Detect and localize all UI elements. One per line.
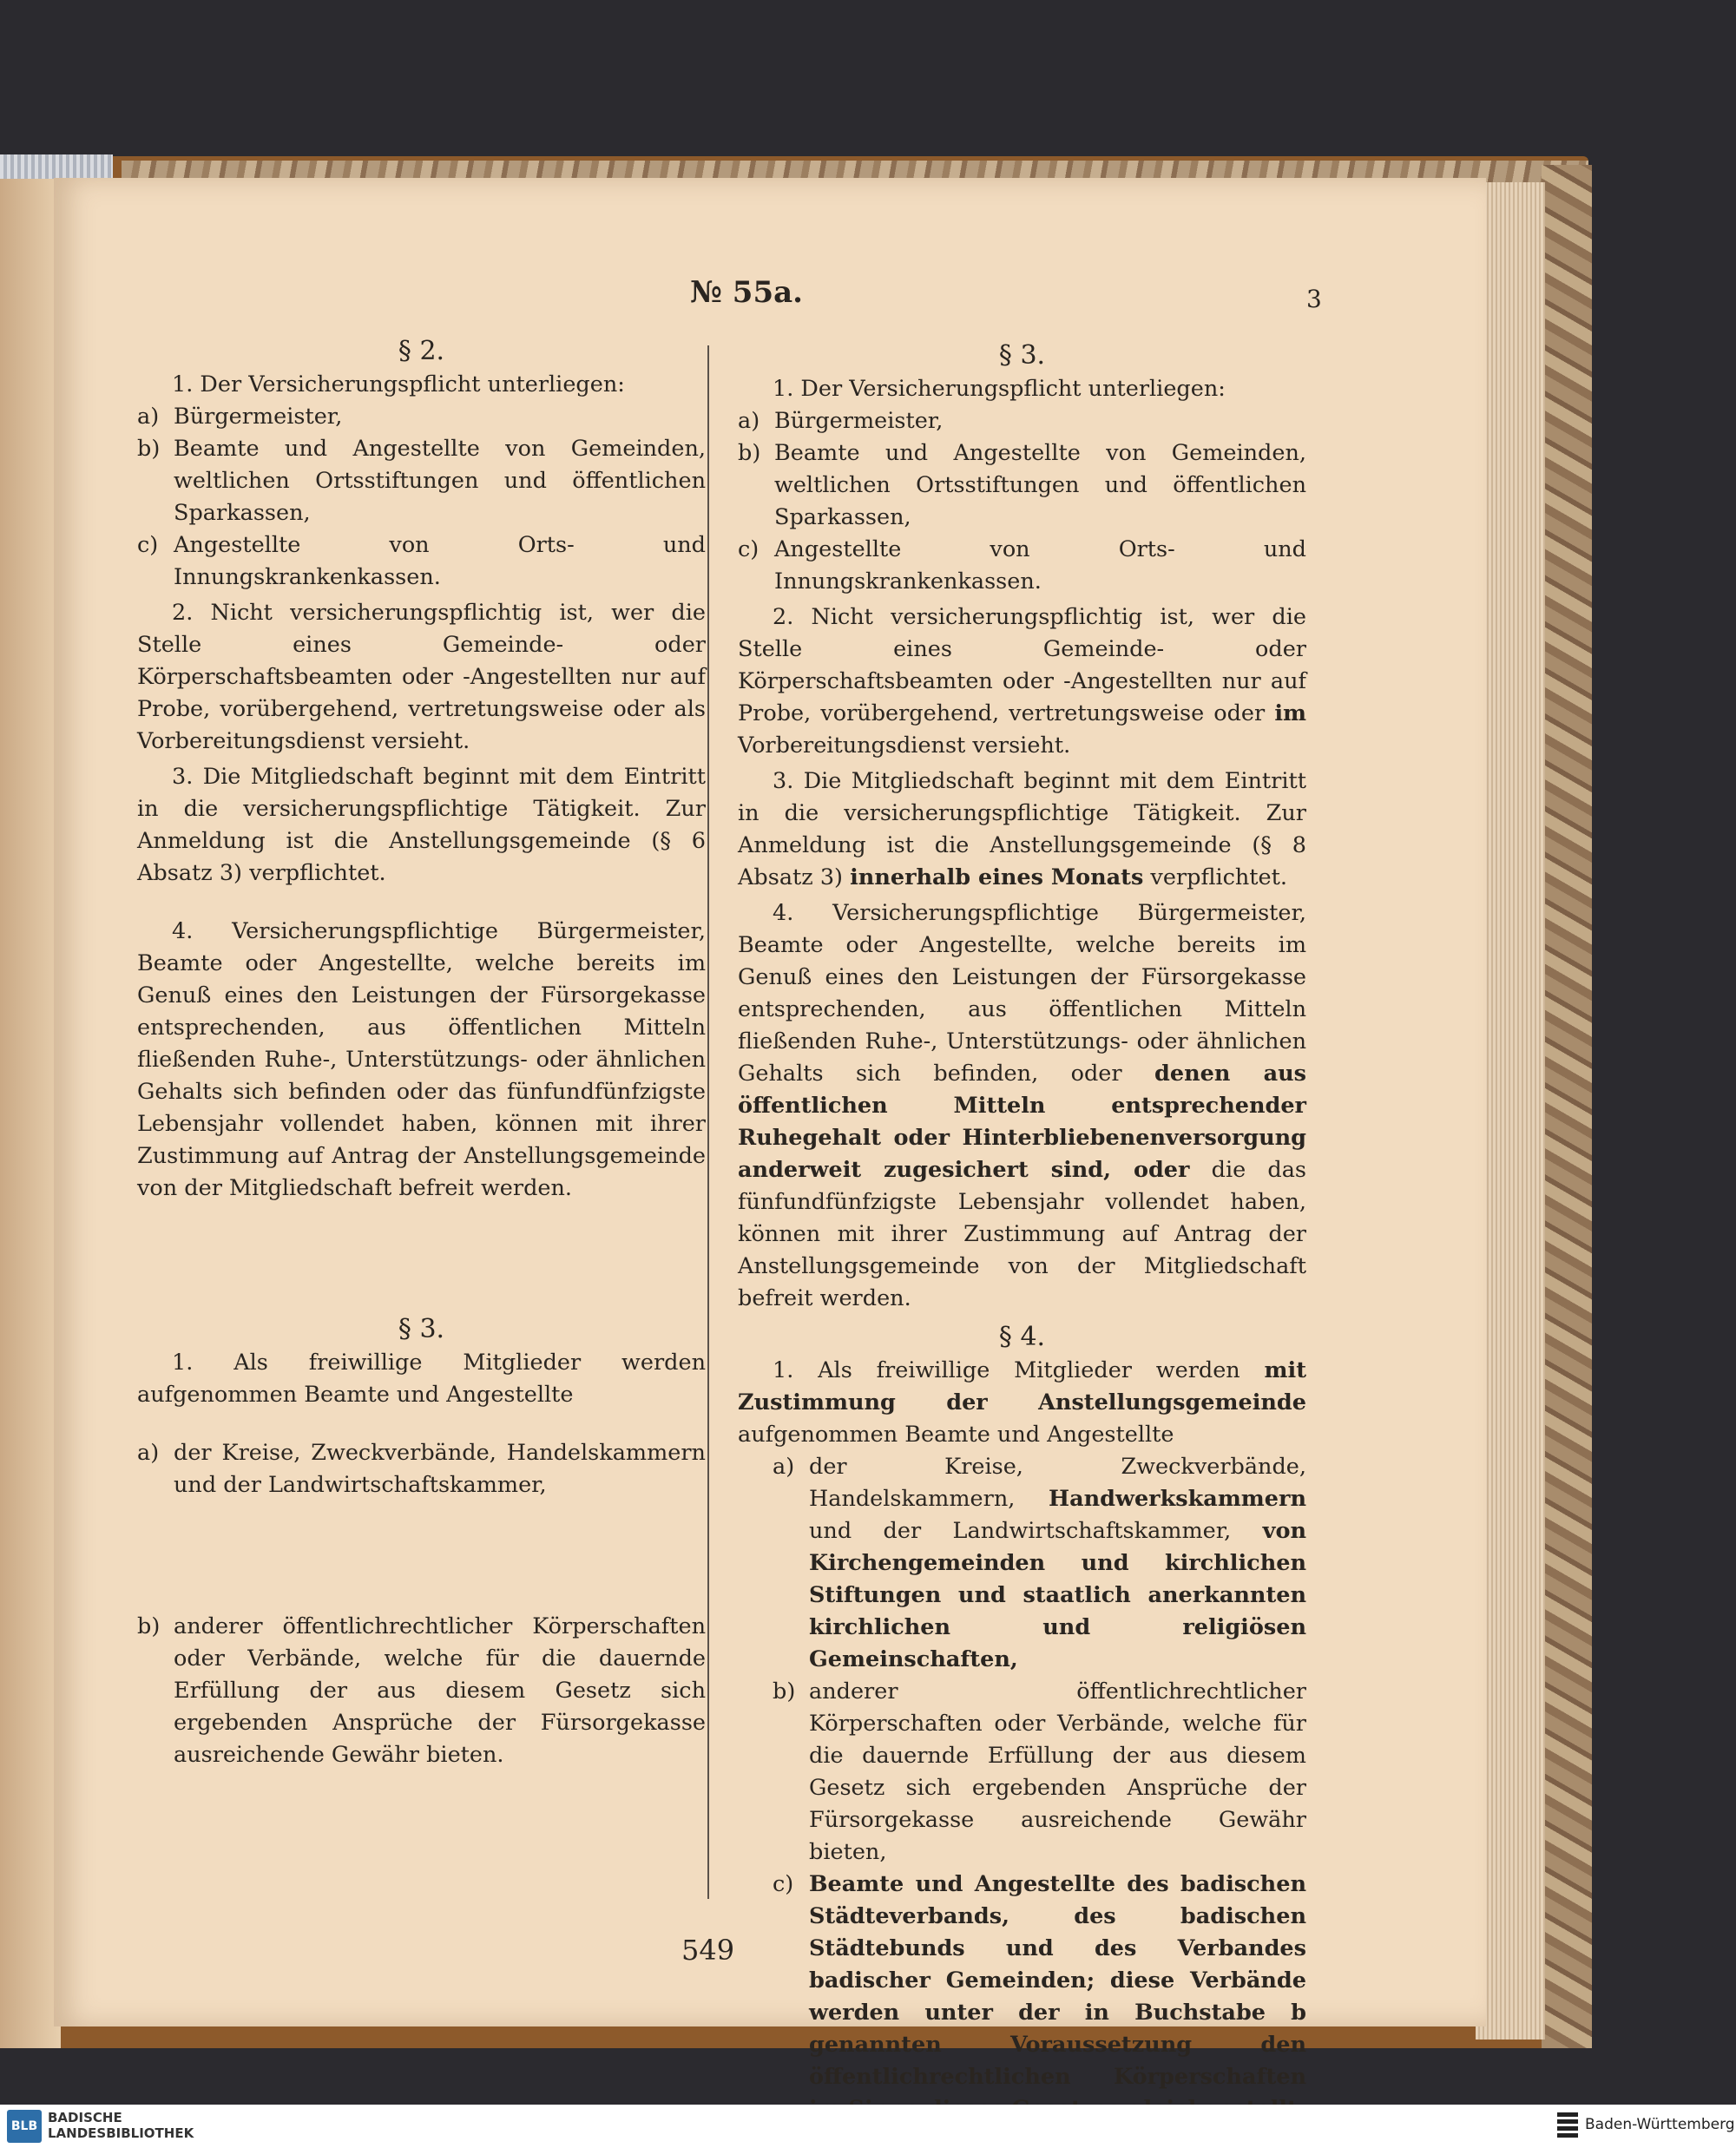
text-run: 4. Versicherungspflichtige Bürgermeister, Beamte oder Angestellte, welche bereits im Genuß eines den Leistungen der Fürsorgekasse entsprechenden, aus öffentlichen Mitteln fließenden Ruhe-, Unterstützungs- oder ähnlichen Gehalts sich befinden, oder: [738, 900, 1306, 1087]
amended-text: mit Zustimmung der Anstellungsgemeinde: [738, 1357, 1306, 1416]
section-title: § 3.: [998, 340, 1046, 371]
text-run: 2. Nicht versicherungspflichtig ist, wer die Stelle eines Gemeinde- oder Körperschaftsbeamten oder -Angestellten nur auf Probe, vorübergehend, vertretungsweise oder: [738, 604, 1306, 726]
text-run: und der Landwirtschaftskammer,: [809, 1518, 1263, 1544]
item-text: Beamte und Angestellte von Gemeinden, weltlichen Ortsstiftungen und öffentlichen Sparkassen,: [774, 440, 1306, 530]
paragraph: 2. Nicht versicherungspflichtig ist, wer die Stelle eines Gemeinde- oder Körperschaftsbeamten oder -Angestellten nur auf Probe, vorübergehend, vertretungsweise oder als Vorbereitungsdienst versieht.: [137, 600, 706, 754]
item-text: Beamte und Angestellte von Gemeinden, weltlichen Ortsstiftungen und öffentlichen Sparkassen,: [174, 436, 706, 526]
item-label: a): [137, 1440, 160, 1466]
page-stack-edge: [1476, 182, 1545, 2040]
item-label: b): [137, 436, 161, 462]
item-text: der Kreise, Zweckverbände, Handelskammern und der Landwirtschaftskammer,: [174, 1440, 706, 1498]
library-name: [48, 2110, 194, 2141]
library-name-line2: LANDESBIBLIOTHEK: [48, 2125, 194, 2141]
blb-logo[interactable]: BLB: [7, 2110, 42, 2143]
item-label: b): [137, 1613, 161, 1639]
page-number-bottom: 549: [681, 1934, 735, 1967]
list-item: [137, 529, 706, 594]
left-column: [137, 334, 706, 1771]
page-header-title: № 55a.: [690, 275, 803, 310]
paragraph: [738, 765, 1306, 894]
paragraph: [738, 1355, 1306, 1451]
item-label: a): [738, 408, 760, 434]
amended-text: im: [1274, 700, 1306, 726]
text-run: Vorbereitungsdienst versieht.: [738, 732, 1071, 759]
list-item: [137, 1611, 706, 1771]
section-title: § 4.: [998, 1322, 1046, 1352]
list-item: [137, 401, 706, 433]
paragraph: 4. Versicherungspflichtige Bürgermeister, Beamte oder Angestellte, welche bereits im Genuß eines den Leistungen der Fürsorgekasse entsprechenden, aus öffentlichen Mitteln fließenden Ruhe-, Unterstützungs- oder ähnlichen Gehalts sich befinden oder das fünfundfünfzigste Lebensjahr vollendet haben, können mit ihrer Zustimmung auf Antrag der Anstellungsgemeinde von der Mitgliedschaft befreit werden.: [137, 918, 706, 1201]
item-label: b): [773, 1678, 796, 1705]
item-label: c): [738, 536, 760, 562]
paragraph: 3. Die Mitgliedschaft beginnt mit dem Eintritt in die versicherungspflichtige Tätigkeit. Zur Anmeldung ist die Anstellungsgemeinde (§ 6 Absatz 3) verpflichtet.: [137, 764, 706, 886]
spine-cloth: [0, 154, 113, 179]
item-text: Beamte und Angestellte des badischen Städteverbands, des badischen Städtebunds und des Verbandes badischer Gemeinden; diese Verbände werden unter der in Buchstabe b genannten Voraussetzung den öffentlichrechtlichen Körperschaften: [809, 1871, 1306, 2090]
right-column: [738, 338, 1306, 2125]
spine-edge: [0, 174, 61, 2048]
item-label: a): [137, 404, 160, 430]
state-logo-text[interactable]: Baden-Württemberg: [1585, 2116, 1735, 2133]
amended-text: Handwerkskammern: [1049, 1486, 1306, 1512]
item-text: anderer öffentlichrechtlicher Körperschaften oder Verbände, welche für die dauernde Erfüllung der aus diesem Gesetz sich ergebenden Ansprüche der Fürsorgekasse ausreichende Gewähr bieten,: [809, 1678, 1306, 1865]
text-run: verpflichtet.: [1143, 864, 1288, 890]
library-name-line1: BADISCHE: [48, 2110, 122, 2125]
amended-text: innerhalb eines Monats: [850, 864, 1144, 890]
list-item: [773, 1451, 1306, 1676]
list-item: [773, 1869, 1306, 2125]
paragraph: 1. Der Versicherungspflicht unterliegen:: [172, 371, 625, 397]
item-label: a): [773, 1454, 795, 1480]
column-divider: [707, 345, 709, 1899]
item-text: Bürgermeister,: [774, 408, 944, 434]
paragraph: [738, 601, 1306, 762]
section-title: § 3.: [398, 1314, 445, 1344]
item-text: [809, 1451, 1306, 1676]
text-run: 1. Als freiwillige Mitglieder werden: [773, 1357, 1265, 1383]
list-item: [137, 433, 706, 529]
item-text: Angestellte von Orts- und Innungskrankenkassen.: [774, 536, 1306, 594]
amended-text: von Kirchengemeinden und kirchlichen Stiftungen und staatlich anerkannten kirchlichen und religiösen Gemeinschaften,: [809, 1518, 1306, 1672]
item-label: b): [738, 440, 761, 466]
paragraph: [738, 897, 1306, 1315]
baden-wuerttemberg-crest-icon: [1556, 2111, 1579, 2140]
amended-text: denen aus öffentlichen Mitteln entsprechender Ruhegehalt oder Hinterbliebenenversorgung anderweit zugesichert sind, oder: [738, 1061, 1306, 1183]
page-number-top: 3: [1306, 285, 1322, 313]
item-text: anderer öffentlichrechtlicher Körperschaften oder Verbände, welche für die dauernde Erfüllung der aus diesem Gesetz sich ergebenden Ansprüche der Fürsorgekasse ausreichende Gewähr bieten.: [174, 1613, 706, 1768]
item-text: Angestellte von Orts- und Innungskrankenkassen.: [174, 532, 706, 590]
paragraph: 1. Der Versicherungspflicht unterliegen:: [773, 376, 1226, 402]
text-run: 3. Die Mitgliedschaft beginnt mit dem Eintritt in die versicherungspflichtige Tätigkeit. Zur Anmeldung ist die Anstellungsgemeinde (§ 8 Absatz 3): [738, 768, 1306, 890]
item-label: c): [137, 532, 159, 558]
marbled-edge-right: [1542, 165, 1592, 2048]
paragraph: 1. Als freiwillige Mitglieder werden aufgenommen Beamte und Angestellte: [137, 1350, 706, 1408]
text-run: die das fünfundfünfzigste Lebensjahr vollendet haben, können mit ihrer Zustimmung auf Antrag der Anstellungsgemeinde von der Mitgliedschaft befreit werden.: [738, 1157, 1306, 1311]
footer-bar: [0, 2105, 1736, 2148]
item-label: c): [773, 1871, 794, 1897]
list-item: [137, 1437, 706, 1501]
item-text: Bürgermeister,: [174, 404, 343, 430]
list-item: [738, 534, 1306, 598]
list-item: [738, 405, 1306, 437]
text-run: aufgenommen Beamte und Angestellte: [738, 1422, 1174, 1448]
text-run: der Kreise, Zweckverbände, Handelskammern,: [809, 1454, 1306, 1512]
list-item: [738, 437, 1306, 534]
section-title: § 2.: [398, 336, 445, 366]
list-item: [773, 1676, 1306, 1869]
